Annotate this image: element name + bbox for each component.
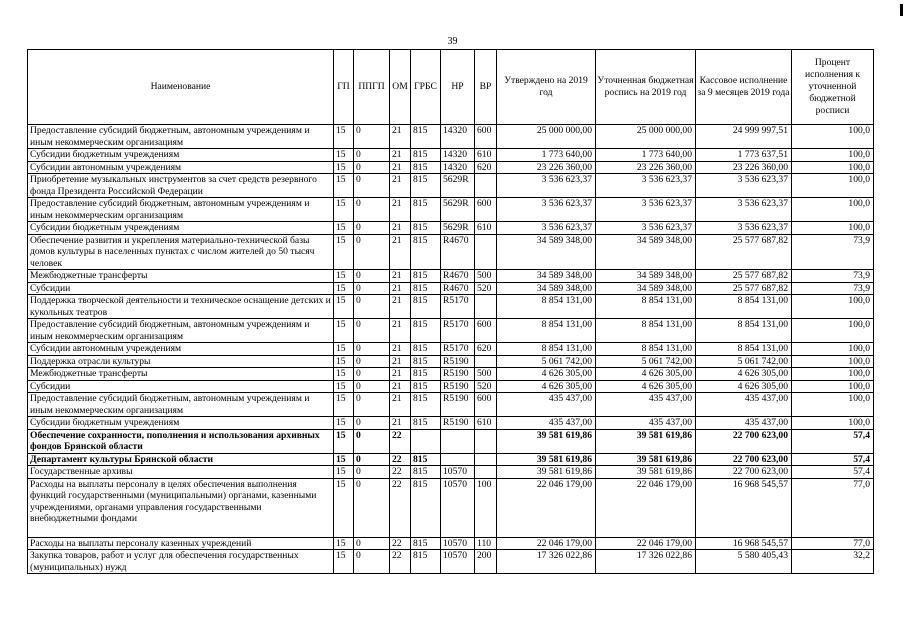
cell-ppgp: 0: [354, 161, 390, 174]
cell-cash: 22 700 623,00: [696, 429, 792, 453]
cell-om: 21: [390, 149, 411, 162]
cell-approved: 1 773 640,00: [497, 149, 596, 162]
cell-om: 21: [390, 417, 411, 430]
cell-vr: 600: [475, 198, 497, 222]
cell-grbs: 815: [411, 198, 441, 222]
cell-refined: 39 581 619,86: [596, 429, 696, 453]
cell-name: Межбюджетные трансферты: [28, 270, 334, 283]
cell-om: 21: [390, 125, 411, 149]
cell-refined: 34 589 348,00: [596, 270, 696, 283]
table-row: [28, 319, 874, 343]
cell-name: Субсидии: [28, 282, 334, 295]
cell-approved: 39 581 619,86: [497, 453, 596, 466]
cell-name: Субсидии бюджетным учреждениям: [28, 417, 334, 430]
cell-ppgp: 0: [354, 417, 390, 430]
cell-gp: 15: [334, 161, 354, 174]
cell-refined: 39 581 619,86: [596, 466, 696, 479]
table-row: [28, 550, 874, 574]
cell-approved: 3 536 623,37: [497, 222, 596, 235]
cell-vr: 500: [475, 270, 497, 283]
cell-cash: 22 700 623,00: [696, 466, 792, 479]
cell-cash: 8 854 131,00: [696, 319, 792, 343]
cell-name: Закупка товаров, работ и услуг для обеспечения государственных (муниципальных) нужд: [28, 550, 334, 574]
table-row: [28, 161, 874, 174]
cell-percent: 100,0: [792, 368, 874, 381]
cell-ppgp: 0: [354, 368, 390, 381]
cell-np: R5190: [441, 380, 475, 393]
cell-np: 5629R: [441, 174, 475, 198]
cell-grbs: 815: [411, 222, 441, 235]
header-gp: ГП: [334, 50, 354, 125]
cell-approved: 39 581 619,86: [497, 466, 596, 479]
cell-approved: 8 854 131,00: [497, 295, 596, 319]
cell-ppgp: 0: [354, 380, 390, 393]
cell-gp: 15: [334, 270, 354, 283]
table-row: [28, 417, 874, 430]
cell-name: Предоставление субсидий бюджетным, автономным учреждениям и иным некоммерческим организациям: [28, 125, 334, 149]
cell-percent: 32,2: [792, 550, 874, 574]
cell-om: 21: [390, 368, 411, 381]
cell-ppgp: 0: [354, 466, 390, 479]
header-grbs: ГРБС: [411, 50, 441, 125]
cell-grbs: 815: [411, 174, 441, 198]
cell-np: 10570: [441, 478, 475, 537]
cell-grbs: 815: [411, 466, 441, 479]
cell-vr: [475, 234, 497, 270]
cell-percent: 100,0: [792, 125, 874, 149]
cell-om: 21: [390, 270, 411, 283]
cell-name: Субсидии автономным учреждениям: [28, 343, 334, 356]
cell-name: Поддержка творческой деятельности и техническое оснащение детских и кукольных театров: [28, 295, 334, 319]
cell-approved: 3 536 623,37: [497, 174, 596, 198]
cell-percent: 100,0: [792, 161, 874, 174]
cell-percent: 100,0: [792, 417, 874, 430]
cell-cash: 3 536 623,37: [696, 198, 792, 222]
cell-name: Расходы на выплаты персоналу казенных учреждений: [28, 537, 334, 550]
cell-gp: 15: [334, 466, 354, 479]
cell-percent: 77,0: [792, 478, 874, 537]
cell-vr: 110: [475, 537, 497, 550]
cell-percent: 57,4: [792, 466, 874, 479]
cell-np: 10570: [441, 550, 475, 574]
table-row: [28, 174, 874, 198]
cell-name: Субсидии бюджетным учреждениям: [28, 222, 334, 235]
cell-gp: 15: [334, 453, 354, 466]
cell-gp: 15: [334, 429, 354, 453]
cell-gp: 15: [334, 355, 354, 368]
cell-name: Предоставление субсидий бюджетным, автономным учреждениям и иным некоммерческим организациям: [28, 393, 334, 417]
cell-np: R4670: [441, 282, 475, 295]
cell-approved: 23 226 360,00: [497, 161, 596, 174]
cell-refined: 34 589 348,00: [596, 234, 696, 270]
table-row: [28, 478, 874, 537]
cell-om: 21: [390, 393, 411, 417]
cell-approved: 5 061 742,00: [497, 355, 596, 368]
header-om: ОМ: [390, 50, 411, 125]
cell-cash: 23 226 360,00: [696, 161, 792, 174]
cell-vr: 200: [475, 550, 497, 574]
cell-approved: 8 854 131,00: [497, 319, 596, 343]
cell-vr: 600: [475, 125, 497, 149]
cell-percent: 73,9: [792, 234, 874, 270]
table-row: [28, 355, 874, 368]
cell-grbs: 815: [411, 125, 441, 149]
cell-ppgp: 0: [354, 270, 390, 283]
cell-grbs: 815: [411, 537, 441, 550]
cell-vr: [475, 429, 497, 453]
cell-percent: 77,0: [792, 537, 874, 550]
cell-np: 10570: [441, 466, 475, 479]
cell-ppgp: 0: [354, 343, 390, 356]
cell-percent: 100,0: [792, 380, 874, 393]
cell-vr: 610: [475, 149, 497, 162]
cell-om: 22: [390, 453, 411, 466]
header-approved: Утверждено на 2019 год: [497, 50, 596, 125]
cell-percent: 73,9: [792, 270, 874, 283]
cell-refined: 435 437,00: [596, 393, 696, 417]
cell-np: 14320: [441, 161, 475, 174]
header-cash: Кассовое исполнение за 9 месяцев 2019 года: [696, 50, 792, 125]
cell-ppgp: 0: [354, 222, 390, 235]
cell-name: Субсидии автономным учреждениям: [28, 161, 334, 174]
cell-ppgp: 0: [354, 429, 390, 453]
cell-grbs: 815: [411, 149, 441, 162]
table-row: [28, 125, 874, 149]
table-body: [28, 125, 874, 574]
header-np: НР: [441, 50, 475, 125]
cell-approved: 17 326 022,86: [497, 550, 596, 574]
cell-om: 22: [390, 537, 411, 550]
cell-om: 21: [390, 343, 411, 356]
cell-cash: 4 626 305,00: [696, 368, 792, 381]
cell-vr: 500: [475, 368, 497, 381]
cell-name: Обеспечение развития и укрепления материально-технической базы домов культуры в населенных пунктах с числом жителей до 50 тысяч человек: [28, 234, 334, 270]
cell-refined: 4 626 305,00: [596, 380, 696, 393]
cell-gp: 15: [334, 478, 354, 537]
cell-percent: 100,0: [792, 198, 874, 222]
cell-approved: 22 046 179,00: [497, 478, 596, 537]
cell-percent: 100,0: [792, 295, 874, 319]
cell-om: 22: [390, 429, 411, 453]
cell-approved: 39 581 619,86: [497, 429, 596, 453]
cell-grbs: 815: [411, 282, 441, 295]
cell-gp: 15: [334, 125, 354, 149]
cell-ppgp: 0: [354, 282, 390, 295]
cell-refined: 39 581 619,86: [596, 453, 696, 466]
cell-refined: 435 437,00: [596, 417, 696, 430]
cell-gp: 15: [334, 282, 354, 295]
cell-name: Межбюджетные трансферты: [28, 368, 334, 381]
page-number: 39: [447, 36, 458, 47]
cell-gp: 15: [334, 295, 354, 319]
cell-om: 21: [390, 355, 411, 368]
header-percent: Процент исполнения к уточненной бюджетной росписи: [792, 50, 874, 125]
cell-cash: 5 580 405,43: [696, 550, 792, 574]
cell-gp: 15: [334, 234, 354, 270]
cell-cash: 3 536 623,37: [696, 174, 792, 198]
cell-percent: 100,0: [792, 222, 874, 235]
cell-cash: 16 968 545,57: [696, 478, 792, 537]
cell-gp: 15: [334, 149, 354, 162]
cell-name: Государственные архивы: [28, 466, 334, 479]
cell-refined: 8 854 131,00: [596, 295, 696, 319]
cell-percent: 100,0: [792, 149, 874, 162]
cell-vr: 520: [475, 380, 497, 393]
cell-ppgp: 0: [354, 295, 390, 319]
cell-om: 21: [390, 295, 411, 319]
cell-refined: 8 854 131,00: [596, 319, 696, 343]
cell-cash: 8 854 131,00: [696, 343, 792, 356]
table-row: [28, 466, 874, 479]
cell-cash: 24 999 997,51: [696, 125, 792, 149]
table-row: [28, 222, 874, 235]
cell-gp: 15: [334, 380, 354, 393]
cell-ppgp: 0: [354, 319, 390, 343]
cell-grbs: 815: [411, 270, 441, 283]
cell-approved: 22 046 179,00: [497, 537, 596, 550]
cell-om: 21: [390, 282, 411, 295]
cell-om: 22: [390, 550, 411, 574]
cell-cash: 25 577 687,82: [696, 234, 792, 270]
cell-refined: 25 000 000,00: [596, 125, 696, 149]
scan-edge-mark: [900, 4, 903, 16]
cell-vr: 600: [475, 319, 497, 343]
cell-percent: 100,0: [792, 319, 874, 343]
table-row: [28, 537, 874, 550]
table-row: [28, 429, 874, 453]
cell-grbs: [411, 429, 441, 453]
cell-refined: 4 626 305,00: [596, 368, 696, 381]
cell-cash: 16 968 545,57: [696, 537, 792, 550]
cell-np: R4670: [441, 270, 475, 283]
cell-gp: 15: [334, 368, 354, 381]
cell-cash: 5 061 742,00: [696, 355, 792, 368]
cell-ppgp: 0: [354, 478, 390, 537]
table-row: [28, 149, 874, 162]
cell-name: Расходы на выплаты персоналу в целях обеспечения выполнения функций государственными (муниципальными) органами, казенными учреждениями, органами управления государственными внебюджетными фондами: [28, 478, 334, 537]
cell-np: 10570: [441, 537, 475, 550]
cell-refined: 34 589 348,00: [596, 282, 696, 295]
cell-percent: 73,9: [792, 282, 874, 295]
cell-refined: 5 061 742,00: [596, 355, 696, 368]
cell-refined: 1 773 640,00: [596, 149, 696, 162]
cell-vr: 600: [475, 393, 497, 417]
budget-execution-table: [27, 49, 874, 574]
cell-approved: 34 589 348,00: [497, 282, 596, 295]
cell-refined: 23 226 360,00: [596, 161, 696, 174]
cell-approved: 25 000 000,00: [497, 125, 596, 149]
cell-percent: 57,4: [792, 453, 874, 466]
cell-vr: 610: [475, 417, 497, 430]
cell-cash: 3 536 623,37: [696, 222, 792, 235]
cell-cash: 435 437,00: [696, 417, 792, 430]
cell-np: 14320: [441, 125, 475, 149]
cell-grbs: 815: [411, 380, 441, 393]
cell-om: 22: [390, 478, 411, 537]
cell-name: Департамент культуры Брянской области: [28, 453, 334, 466]
cell-np: R5190: [441, 393, 475, 417]
cell-grbs: 815: [411, 343, 441, 356]
cell-gp: 15: [334, 319, 354, 343]
cell-name: Предоставление субсидий бюджетным, автономным учреждениям и иным некоммерческим организациям: [28, 198, 334, 222]
cell-gp: 15: [334, 174, 354, 198]
cell-percent: 100,0: [792, 174, 874, 198]
cell-ppgp: 0: [354, 174, 390, 198]
cell-np: 14320: [441, 149, 475, 162]
cell-approved: 3 536 623,37: [497, 198, 596, 222]
cell-cash: 4 626 305,00: [696, 380, 792, 393]
cell-approved: 34 589 348,00: [497, 270, 596, 283]
cell-vr: [475, 466, 497, 479]
cell-approved: 34 589 348,00: [497, 234, 596, 270]
cell-vr: 620: [475, 343, 497, 356]
cell-vr: 100: [475, 478, 497, 537]
cell-gp: 15: [334, 343, 354, 356]
cell-percent: 100,0: [792, 343, 874, 356]
cell-om: 21: [390, 222, 411, 235]
cell-refined: 22 046 179,00: [596, 478, 696, 537]
cell-vr: 620: [475, 161, 497, 174]
cell-om: 21: [390, 161, 411, 174]
cell-refined: 3 536 623,37: [596, 222, 696, 235]
table-row: [28, 393, 874, 417]
cell-approved: 4 626 305,00: [497, 380, 596, 393]
header-refined: Уточненная бюджетная роспись на 2019 год: [596, 50, 696, 125]
cell-grbs: 815: [411, 234, 441, 270]
cell-gp: 15: [334, 393, 354, 417]
cell-ppgp: 0: [354, 355, 390, 368]
cell-np: 5629R: [441, 198, 475, 222]
cell-percent: 57,4: [792, 429, 874, 453]
cell-np: [441, 453, 475, 466]
cell-refined: 3 536 623,37: [596, 174, 696, 198]
cell-name: Приобретение музыкальных инструментов за счет средств резервного фонда Президента Российской Федерации: [28, 174, 334, 198]
cell-vr: [475, 174, 497, 198]
header-vr: ВР: [475, 50, 497, 125]
cell-np: R5190: [441, 355, 475, 368]
cell-grbs: 815: [411, 295, 441, 319]
cell-np: R4670: [441, 234, 475, 270]
cell-refined: 8 854 131,00: [596, 343, 696, 356]
cell-vr: 610: [475, 222, 497, 235]
table-row: [28, 368, 874, 381]
cell-np: 5629R: [441, 222, 475, 235]
cell-ppgp: 0: [354, 453, 390, 466]
cell-gp: 15: [334, 198, 354, 222]
cell-om: 22: [390, 466, 411, 479]
cell-ppgp: 0: [354, 393, 390, 417]
header-ppgp: ППГП: [354, 50, 390, 125]
table-row: [28, 234, 874, 270]
cell-grbs: 815: [411, 550, 441, 574]
cell-cash: 25 577 687,82: [696, 270, 792, 283]
cell-grbs: 815: [411, 368, 441, 381]
cell-approved: 435 437,00: [497, 417, 596, 430]
cell-np: R5170: [441, 343, 475, 356]
cell-grbs: 815: [411, 319, 441, 343]
cell-grbs: 815: [411, 417, 441, 430]
cell-om: 21: [390, 174, 411, 198]
cell-percent: 100,0: [792, 393, 874, 417]
cell-cash: 1 773 637,51: [696, 149, 792, 162]
cell-vr: 520: [475, 282, 497, 295]
cell-refined: 3 536 623,37: [596, 198, 696, 222]
cell-gp: 15: [334, 417, 354, 430]
cell-percent: 100,0: [792, 355, 874, 368]
table-row: [28, 270, 874, 283]
cell-gp: 15: [334, 537, 354, 550]
cell-approved: 8 854 131,00: [497, 343, 596, 356]
cell-ppgp: 0: [354, 198, 390, 222]
cell-grbs: 815: [411, 478, 441, 537]
cell-approved: 435 437,00: [497, 393, 596, 417]
cell-vr: [475, 453, 497, 466]
cell-om: 21: [390, 234, 411, 270]
cell-grbs: 815: [411, 453, 441, 466]
cell-np: R5170: [441, 295, 475, 319]
cell-cash: 435 437,00: [696, 393, 792, 417]
cell-name: Обеспечение сохранности, пополнения и использования архивных фондов Брянской области: [28, 429, 334, 453]
cell-cash: 25 577 687,82: [696, 282, 792, 295]
cell-name: Субсидии бюджетным учреждениям: [28, 149, 334, 162]
cell-ppgp: 0: [354, 550, 390, 574]
cell-np: [441, 429, 475, 453]
cell-np: R5190: [441, 368, 475, 381]
cell-om: 21: [390, 319, 411, 343]
cell-grbs: 815: [411, 355, 441, 368]
table-header-row: [28, 50, 874, 125]
table-row: [28, 198, 874, 222]
cell-np: R5190: [441, 417, 475, 430]
cell-om: 21: [390, 198, 411, 222]
cell-refined: 17 326 022,86: [596, 550, 696, 574]
table-row: [28, 380, 874, 393]
cell-ppgp: 0: [354, 537, 390, 550]
table-row: [28, 282, 874, 295]
cell-vr: [475, 295, 497, 319]
table-row: [28, 343, 874, 356]
header-name: Наименование: [28, 50, 334, 125]
cell-name: Субсидии: [28, 380, 334, 393]
cell-cash: 8 854 131,00: [696, 295, 792, 319]
cell-grbs: 815: [411, 393, 441, 417]
cell-approved: 4 626 305,00: [497, 368, 596, 381]
cell-grbs: 815: [411, 161, 441, 174]
table-row: [28, 295, 874, 319]
cell-cash: 22 700 623,00: [696, 453, 792, 466]
cell-gp: 15: [334, 550, 354, 574]
cell-om: 21: [390, 380, 411, 393]
cell-ppgp: 0: [354, 234, 390, 270]
cell-np: R5170: [441, 319, 475, 343]
cell-name: Поддержка отрасли культуры: [28, 355, 334, 368]
cell-name: Предоставление субсидий бюджетным, автономным учреждениям и иным некоммерческим организациям: [28, 319, 334, 343]
cell-gp: 15: [334, 222, 354, 235]
cell-vr: [475, 355, 497, 368]
cell-refined: 22 046 179,00: [596, 537, 696, 550]
cell-ppgp: 0: [354, 149, 390, 162]
cell-ppgp: 0: [354, 125, 390, 149]
table-row: [28, 453, 874, 466]
